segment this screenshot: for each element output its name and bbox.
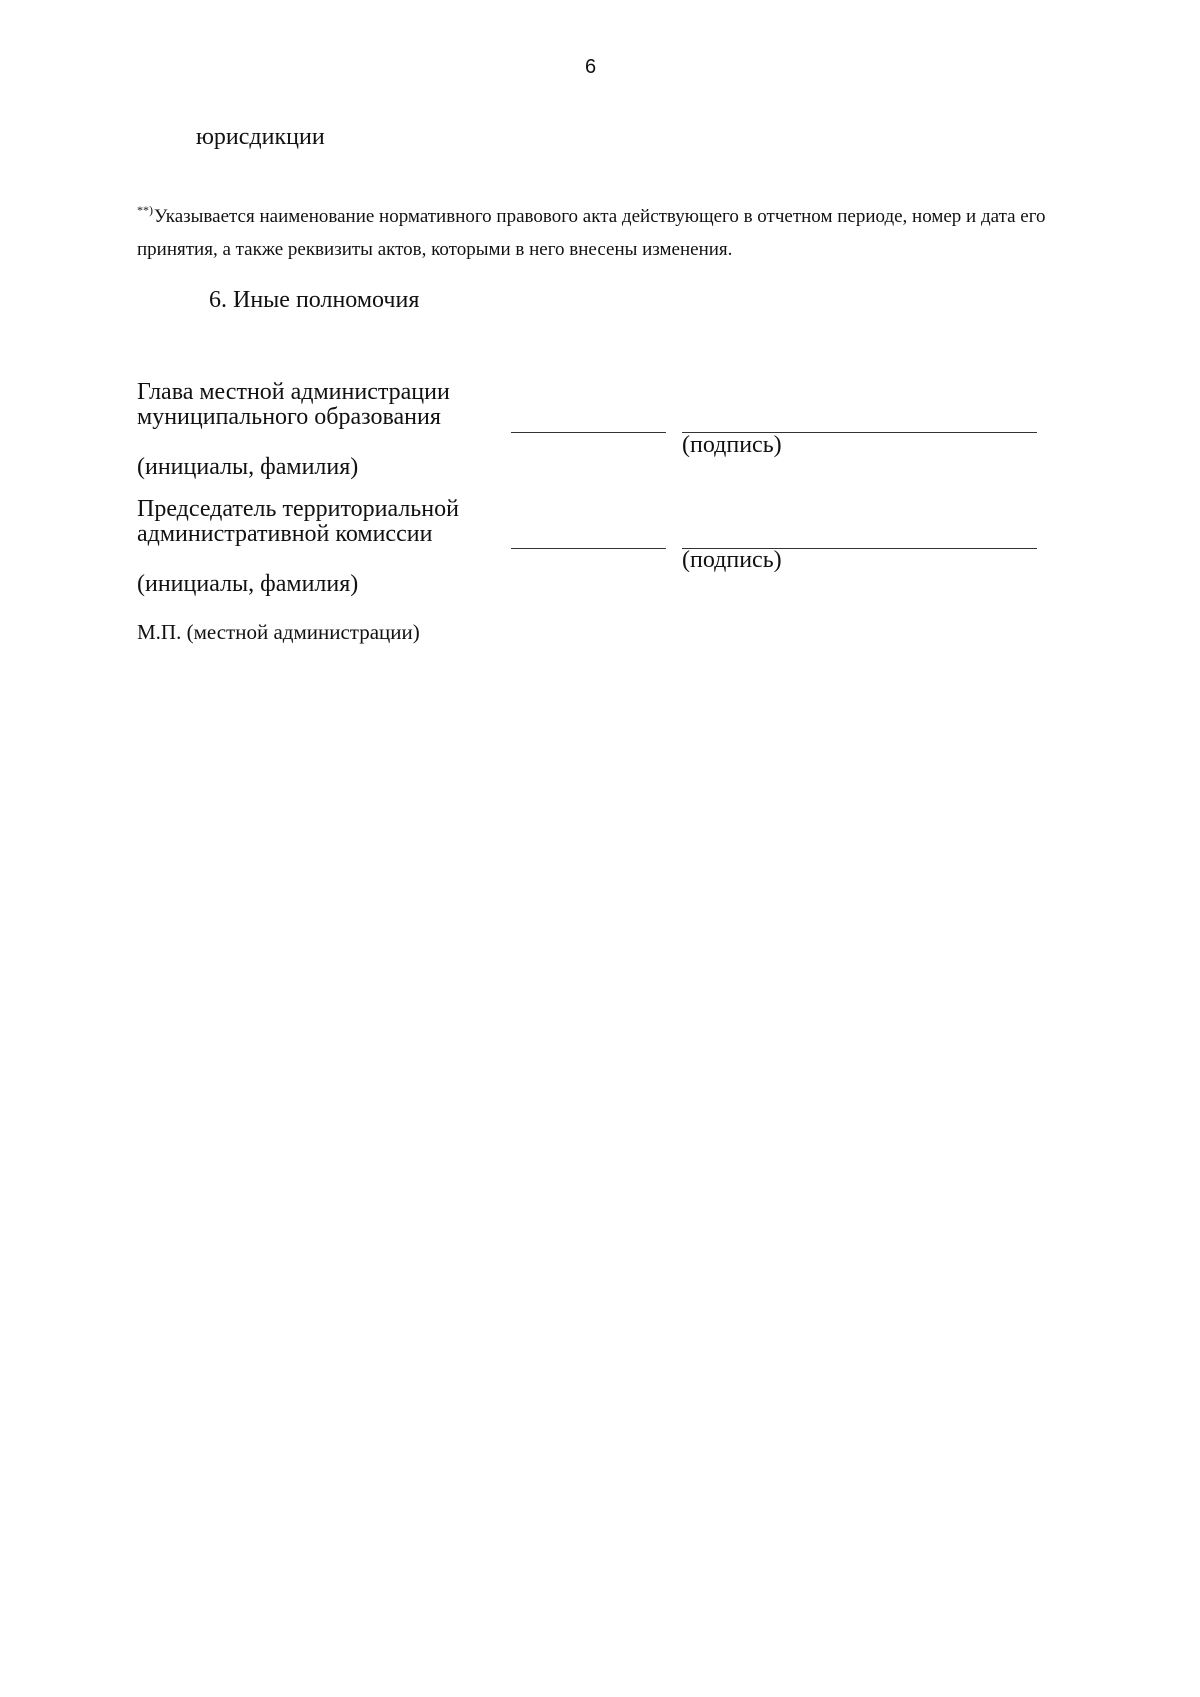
name-caption: (инициалы, фамилия) xyxy=(137,454,359,480)
page-number: 6 xyxy=(585,56,597,78)
role-line-1: Председатель территориальной xyxy=(137,496,459,522)
signature-caption: (подпись) xyxy=(682,432,782,458)
continuation-text: юрисдикции xyxy=(196,124,325,150)
role-line-2: административной комиссии xyxy=(137,521,433,547)
name-caption: (инициалы, фамилия) xyxy=(137,571,359,597)
role-line-1: Глава местной администрации xyxy=(137,379,450,405)
footnote xyxy=(137,194,1077,266)
signature-caption: (подпись) xyxy=(682,547,782,573)
footnote-marker: **) xyxy=(137,203,153,217)
role-line-2: муниципального образования xyxy=(137,404,441,430)
footnote-text: Указывается наименование нормативного правового акта действующего в отчетном периоде, номер и дата его принятия, а также реквизиты актов, которыми в него внесены изменения. xyxy=(137,206,1046,260)
section-heading: 6. Иные полномочия xyxy=(209,287,420,313)
signature-line xyxy=(511,548,666,549)
stamp-note: М.П. (местной администрации) xyxy=(137,620,420,644)
signature-line xyxy=(511,432,666,433)
